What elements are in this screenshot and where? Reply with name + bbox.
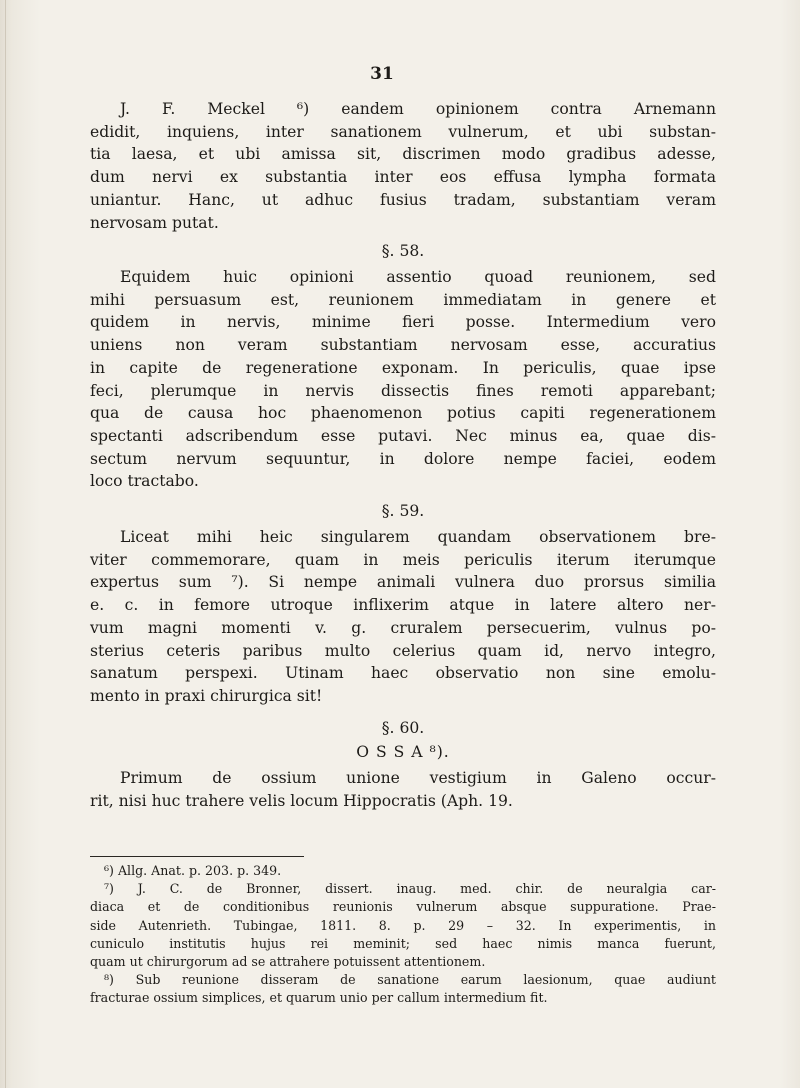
text-line: dum nervi ex substantia inter eos effusa lympha formata bbox=[90, 168, 716, 187]
text-line: sectum nervum sequuntur, in dolore nempe faciei, eodem bbox=[90, 449, 716, 468]
footnote-divider bbox=[90, 856, 304, 857]
section-59-paragraph bbox=[90, 526, 716, 708]
section-heading-59: §. 59. bbox=[381, 502, 425, 520]
section-heading-60: §. 60. bbox=[381, 719, 425, 737]
text-line: mento in praxi chirurgica sit! bbox=[90, 686, 323, 705]
section-subheading-ossa: O S S A ⁸). bbox=[356, 743, 450, 761]
text-line: tia laesa, et ubi amissa sit, discrimen modo gradibus adesse, bbox=[90, 145, 716, 164]
text-line: feci, plerumque in nervis dissectis fines remoti apparebant; bbox=[90, 381, 716, 400]
footnote-line: ⁸) Sub reunione disseram de sanatione earum laesionum, quae audiunt bbox=[104, 972, 716, 988]
text-line: vum magni momenti v. g. cruralem persecuerim, vulnus po- bbox=[90, 618, 716, 637]
section-58-paragraph bbox=[90, 266, 716, 493]
text-line: uniantur. Hanc, ut adhuc fusius tradam, substantiam veram bbox=[90, 190, 716, 209]
text-line: Equidem huic opinioni assentio quoad reunionem, sed bbox=[120, 268, 716, 286]
footnote-line: ⁷) J. C. de Bronner, dissert. inaug. med. chir. de neuralgia car- bbox=[104, 881, 716, 897]
text-line: nervosam putat. bbox=[90, 213, 219, 232]
text-line: in capite de regeneratione exponam. In periculis, quae ipse bbox=[90, 358, 716, 377]
text-line: J. F. Meckel ⁶) eandem opinionem contra Arnemann bbox=[120, 100, 716, 118]
text-line: Primum de ossium unione vestigium in Galeno occur- bbox=[120, 769, 716, 787]
text-line: qua de causa hoc phaenomenon potius capiti regenerationem bbox=[90, 404, 716, 423]
text-line: uniens non veram substantiam nervosam esse, accuratius bbox=[90, 336, 716, 355]
text-line: loco tractabo. bbox=[90, 472, 199, 491]
text-line: edidit, inquiens, inter sanationem vulnerum, et ubi substan- bbox=[90, 122, 716, 141]
page-number: 31 bbox=[370, 64, 394, 84]
footnote-line: fracturae ossium simplices, et quarum unio per callum intermedium fit. bbox=[90, 990, 548, 1006]
footnote-line: cuniculo institutis hujus rei meminit; sed haec nimis manca fuerunt, bbox=[90, 935, 716, 951]
footnote-line: quam ut chirurgorum ad se attrahere potuissent attentionem. bbox=[90, 954, 486, 970]
page-edge-shadow bbox=[5, 0, 6, 1088]
text-line: sanatum perspexi. Utinam haec observatio non sine emolu- bbox=[90, 664, 716, 683]
text-line: rit, nisi huc trahere velis locum Hippocratis (Aph. 19. bbox=[90, 791, 513, 810]
text-line: Liceat mihi heic singularem quandam observationem bre- bbox=[120, 528, 716, 546]
footnote-line: ⁶) Allg. Anat. p. 203. p. 349. bbox=[104, 863, 282, 878]
text-line: expertus sum ⁷). Si nempe animali vulnera duo prorsus similia bbox=[90, 573, 716, 592]
text-line: quidem in nervis, minime fieri posse. Intermedium vero bbox=[90, 313, 716, 332]
text-line: e. c. in femore utroque inflixerim atque in latere altero ner- bbox=[90, 596, 716, 615]
footnote-line: side Autenrieth. Tubingae, 1811. 8. p. 29 – 32. In experimentis, in bbox=[90, 917, 716, 933]
text-line: sterius ceteris paribus multo celerius quam id, nervo integro, bbox=[90, 641, 716, 660]
text-line: mihi persuasum est, reunionem immediatam in genere et bbox=[90, 290, 716, 309]
intro-paragraph bbox=[90, 98, 716, 234]
text-line: spectanti adscribendum esse putavi. Nec minus ea, quae dis- bbox=[90, 426, 716, 445]
footnote-line: diaca et de conditionibus reunionis vulnerum absque suppuratione. Prae- bbox=[90, 899, 716, 915]
section-heading-58: §. 58. bbox=[381, 242, 425, 260]
footnotes bbox=[90, 862, 716, 1008]
text-line: viter commemorare, quam in meis periculis iterum iterumque bbox=[90, 550, 716, 569]
section-60-paragraph bbox=[90, 767, 716, 812]
